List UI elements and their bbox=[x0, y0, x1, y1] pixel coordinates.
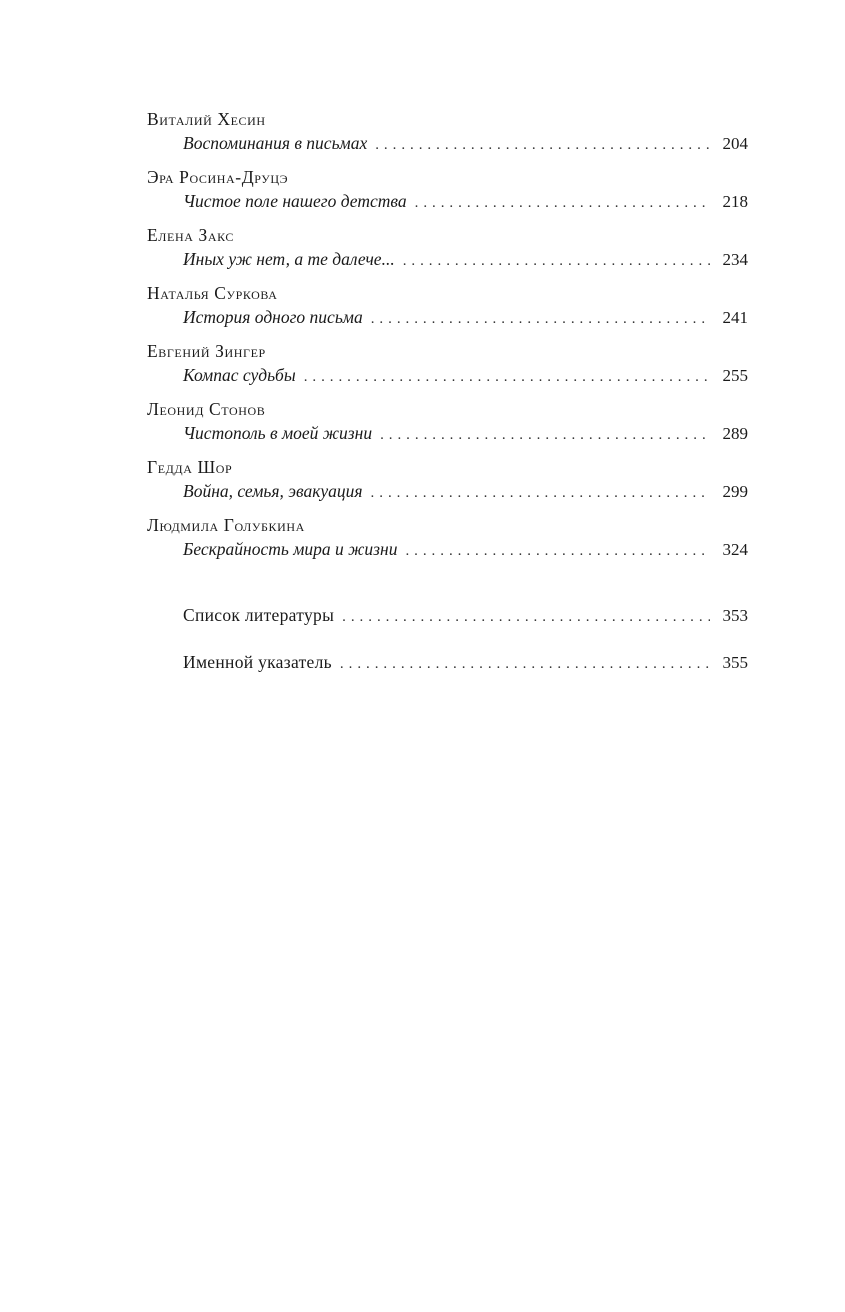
entry-page-number: 255 bbox=[722, 366, 748, 385]
dot-leader bbox=[342, 605, 710, 629]
entry-author: Виталий Хесин bbox=[147, 109, 266, 129]
toc-entry bbox=[147, 281, 748, 339]
toc-entry bbox=[147, 397, 748, 455]
dot-leader bbox=[405, 539, 710, 563]
entry-author: Эра Росина-Друцэ bbox=[147, 167, 289, 187]
back-matter-title: Список литературы bbox=[183, 605, 335, 625]
dot-leader bbox=[371, 481, 710, 505]
dot-leader bbox=[415, 191, 710, 215]
toc-entry bbox=[147, 513, 748, 571]
back-matter-line bbox=[147, 603, 748, 627]
entry-author: Гедда Шор bbox=[147, 457, 233, 477]
entry-line bbox=[147, 247, 748, 271]
back-matter-name-index bbox=[147, 650, 748, 674]
dot-leader bbox=[403, 249, 710, 273]
back-matter-page-number: 355 bbox=[722, 653, 748, 672]
entry-title: Компас судьбы bbox=[183, 365, 296, 385]
entry-line bbox=[147, 363, 748, 387]
entry-title: Иных уж нет, а те далече... bbox=[183, 249, 395, 269]
entry-line bbox=[147, 537, 748, 561]
entry-author: Наталья Суркова bbox=[147, 283, 278, 303]
dot-leader bbox=[371, 307, 710, 331]
dot-leader bbox=[375, 133, 710, 157]
entry-author: Леонид Стонов bbox=[147, 399, 266, 419]
entry-page-number: 241 bbox=[722, 308, 748, 327]
back-matter-page-number: 353 bbox=[722, 606, 748, 625]
entry-title: Чистое поле нашего детства bbox=[183, 191, 407, 211]
entry-line bbox=[147, 305, 748, 329]
toc-entry bbox=[147, 223, 748, 281]
back-matter-title: Именной указатель bbox=[183, 652, 332, 672]
entry-title: Воспоминания в письмах bbox=[183, 133, 368, 153]
entry-page-number: 299 bbox=[722, 482, 748, 501]
entry-line bbox=[147, 479, 748, 503]
entry-author: Людмила Голубкина bbox=[147, 515, 305, 535]
entry-title: Чистополь в моей жизни bbox=[183, 423, 373, 443]
dot-leader bbox=[340, 652, 710, 676]
entry-author: Евгений Зингер bbox=[147, 341, 266, 361]
entry-page-number: 289 bbox=[722, 424, 748, 443]
entry-page-number: 324 bbox=[722, 540, 748, 559]
entry-line bbox=[147, 421, 748, 445]
dot-leader bbox=[380, 423, 710, 447]
toc-entry bbox=[147, 165, 748, 223]
toc-entry bbox=[147, 107, 748, 165]
entry-page-number: 234 bbox=[722, 250, 748, 269]
entry-author: Елена Закс bbox=[147, 225, 235, 245]
entry-title: История одного письма bbox=[183, 307, 363, 327]
entry-title: Война, семья, эвакуация bbox=[183, 481, 363, 501]
entry-title: Бескрайность мира и жизни bbox=[183, 539, 398, 559]
toc-entry bbox=[147, 455, 748, 513]
entry-line bbox=[147, 189, 748, 213]
back-matter-bibliography bbox=[147, 603, 748, 627]
entry-line bbox=[147, 131, 748, 155]
table-of-contents bbox=[147, 107, 748, 571]
entry-page-number: 218 bbox=[722, 192, 748, 211]
entry-page-number: 204 bbox=[722, 134, 748, 153]
back-matter-line bbox=[147, 650, 748, 674]
toc-entry bbox=[147, 339, 748, 397]
dot-leader bbox=[304, 365, 710, 389]
